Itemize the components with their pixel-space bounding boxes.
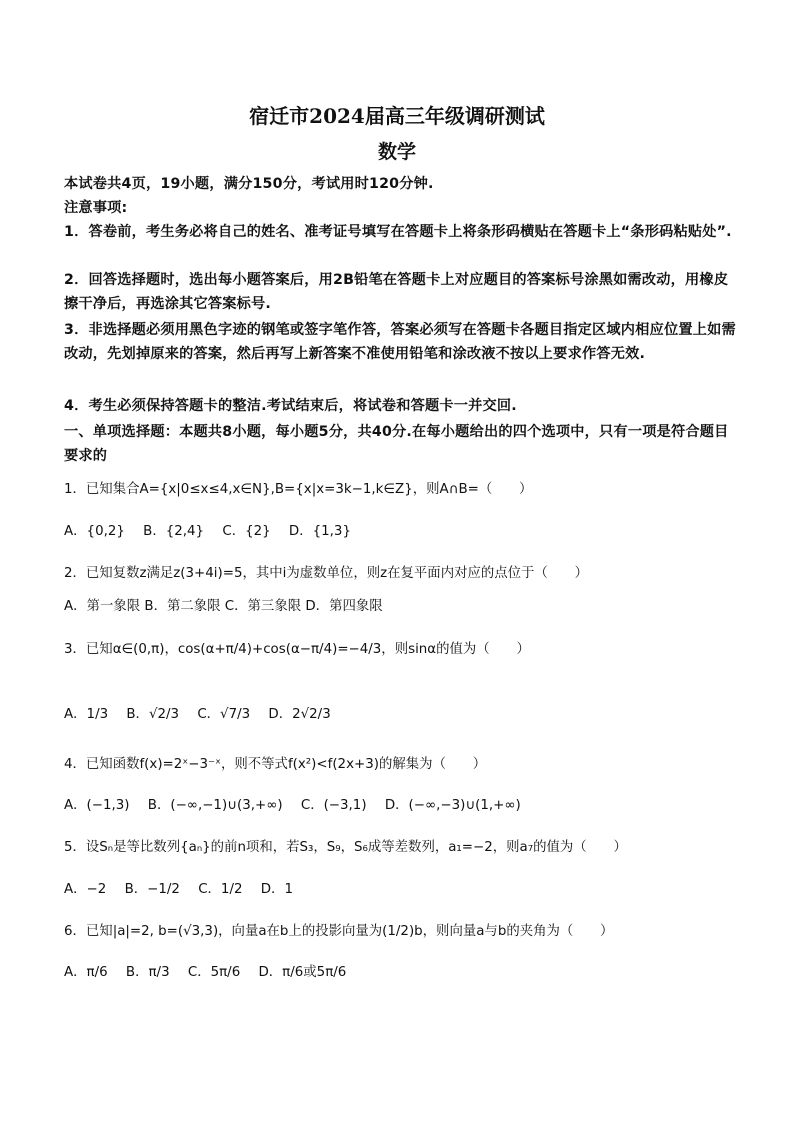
question-5-stem: 5．设Sₙ是等比数列{aₙ}的前n项和，若S₃，S₉，S₆成等差数列，a₁=−2，则a₇的值为（ ） bbox=[64, 840, 627, 855]
question-4-option-b[interactable]: B．(−∞,−1)∪(3,+∞) bbox=[147, 798, 283, 813]
question-1-option-b[interactable]: B．{2,4} bbox=[143, 524, 205, 539]
question-4-option-a[interactable]: A．(−1,3) bbox=[64, 798, 130, 813]
question-1-option-c[interactable]: C．{2} bbox=[222, 524, 271, 539]
question-6-option-c[interactable]: C．5π/6 bbox=[187, 965, 241, 980]
note-3: 3．非选择题必须用黑色字迹的钢笔或签字笔作答，答案必须写在答题卡各题目指定区域内相应位置上如需改动，先划掉原来的答案，然后再写上新答案不准使用铅笔和涂改液不按以上要求作答无效. bbox=[64, 322, 736, 362]
question-2-option-d[interactable]: D．第四象限 bbox=[305, 599, 383, 614]
question-6-options bbox=[64, 963, 744, 983]
exam-title: 宿迁市2024届高三年级调研测试 bbox=[249, 104, 545, 128]
question-5-option-a[interactable]: A．−2 bbox=[64, 882, 107, 897]
question-1-option-d[interactable]: D．{1,3} bbox=[288, 524, 351, 539]
question-3-option-a[interactable]: A．1/3 bbox=[64, 707, 109, 722]
question-4-stem: 4．已知函数f(x)=2ˣ−3⁻ˣ，则不等式f(x²)<f(2x+3)的解集为（ ） bbox=[64, 757, 487, 772]
question-3-options bbox=[64, 705, 744, 725]
question-5-option-d[interactable]: D．1 bbox=[260, 882, 293, 897]
question-6-option-d[interactable]: D．π/6或5π/6 bbox=[258, 965, 347, 980]
note-1: 1．答卷前，考生务必将自己的姓名、准考证号填写在答题卡上将条形码横贴在答题卡上“条形码粘贴处”. bbox=[64, 224, 732, 240]
question-5-options bbox=[64, 880, 744, 900]
question-3-stem: 3．已知α∈(0,π)，cos(α+π/4)+cos(α−π/4)=−4/3，则sinα的值为（ ） bbox=[64, 642, 530, 657]
question-4-option-c[interactable]: C．(−3,1) bbox=[300, 798, 367, 813]
section-heading: 一、单项选择题：本题共8小题，每小题5分，共40分.在每小题给出的四个选项中，只有一项是符合题目要求的 bbox=[64, 424, 729, 464]
question-4-option-d[interactable]: D．(−∞,−3)∪(1,+∞) bbox=[384, 798, 521, 813]
question-4-options bbox=[64, 796, 744, 816]
notice-title: 注意事项: bbox=[64, 200, 128, 216]
question-1-options bbox=[64, 522, 744, 542]
question-2-option-c[interactable]: C．第三象限 bbox=[224, 599, 302, 614]
note-4: 4．考生必须保持答题卡的整洁.考试结束后，将试卷和答题卡一并交回. bbox=[64, 398, 517, 414]
question-2-stem: 2．已知复数z满足z(3+4i)=5，其中i为虚数单位，则z在复平面内对应的点位于（ ） bbox=[64, 566, 588, 581]
question-3-option-c[interactable]: C．√7/3 bbox=[197, 707, 251, 722]
question-3-option-b[interactable]: B．√2/3 bbox=[126, 707, 180, 722]
subject-title: 数学 bbox=[377, 141, 416, 163]
question-5-option-c[interactable]: C．1/2 bbox=[198, 882, 243, 897]
exam-overview: 本试卷共4页，19小题，满分150分，考试用时120分钟. bbox=[64, 176, 434, 192]
question-1-option-a[interactable]: A．{0,2} bbox=[64, 524, 125, 539]
question-1-stem: 1．已知集合A={x|0≤x≤4,x∈N},B={x|x=3k−1,k∈Z}，则A∩B=（ ） bbox=[64, 482, 533, 497]
question-6-stem: 6．已知|a|=2, b=(√3,3)，向量a在b上的投影向量为(1/2)b，则向量a与b的夹角为（ ） bbox=[64, 924, 614, 939]
question-3-option-d[interactable]: D．2√2/3 bbox=[268, 707, 331, 722]
question-2-option-a[interactable]: A．第一象限 bbox=[64, 599, 141, 614]
question-2-option-b[interactable]: B．第二象限 bbox=[144, 599, 221, 614]
question-5-option-b[interactable]: B．−1/2 bbox=[124, 882, 180, 897]
question-6-option-b[interactable]: B．π/3 bbox=[125, 965, 170, 980]
question-2-options bbox=[64, 597, 744, 617]
note-2: 2．回答选择题时，选出每小题答案后，用2B铅笔在答题卡上对应题目的答案标号涂黑如需改动，用橡皮擦干净后，再选涂其它答案标号. bbox=[64, 272, 729, 312]
question-6-option-a[interactable]: A．π/6 bbox=[64, 965, 108, 980]
